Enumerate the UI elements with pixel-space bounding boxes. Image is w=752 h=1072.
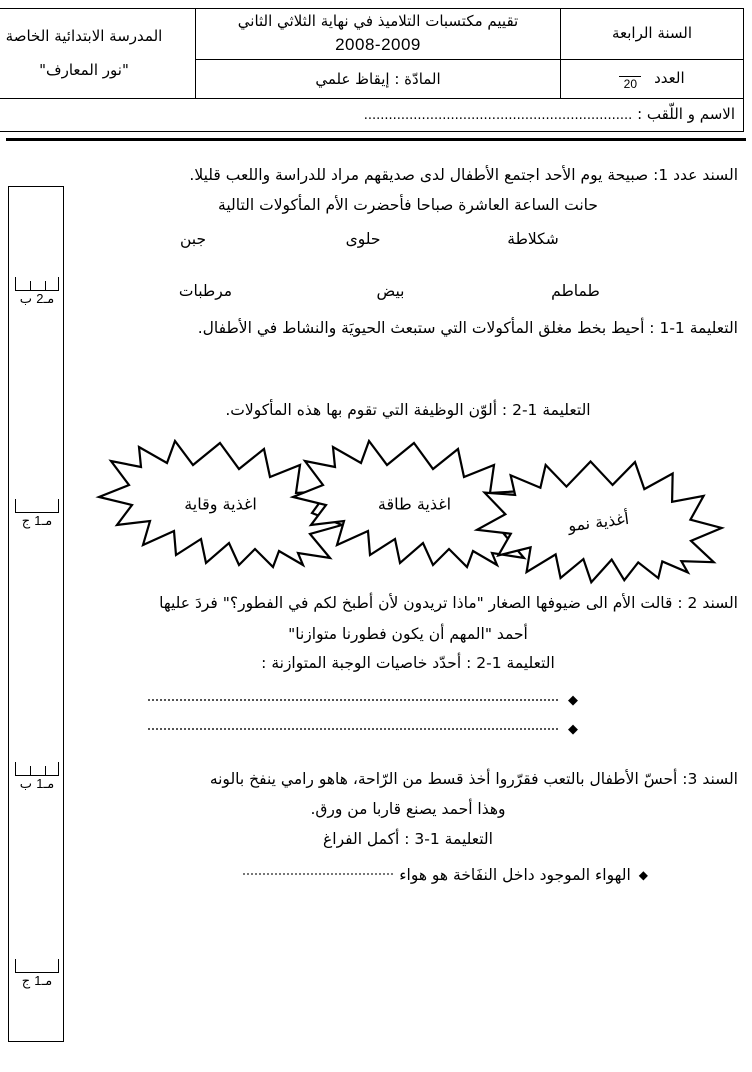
diamond-bullet-icon: ◆ (568, 722, 578, 738)
school-name-line2: "نور المعارف" (39, 60, 129, 79)
food-word[interactable]: طماطم (551, 282, 600, 301)
starburst-label: اغذية طاقة (377, 494, 452, 514)
mark-numerator-blank[interactable] (619, 67, 641, 77)
school-name-line1: المدرسة الابتدائية الخاصة (5, 26, 163, 45)
score-number: 1 (34, 973, 42, 988)
food-word[interactable]: حلوى (345, 230, 381, 249)
score-ticks (15, 499, 59, 513)
food-words-row-2 (78, 282, 738, 300)
answer-line[interactable] (78, 694, 738, 707)
header-cell-student-name[interactable] (0, 99, 744, 132)
answer-blank[interactable] (148, 698, 558, 701)
food-word[interactable]: جبن (179, 230, 207, 249)
score-number: 1 (34, 513, 42, 528)
exam-header-table (0, 8, 744, 132)
score-ticks (15, 959, 59, 973)
fill-in-text: الهواء الموجود داخل النفَاخة هو هواء (399, 866, 631, 885)
starburst-growth-foods[interactable] (471, 457, 726, 587)
score-margin-column (8, 186, 64, 1042)
spacer (78, 736, 738, 764)
score-number: 1 (36, 776, 44, 791)
school-year-text: 2008-2009 (335, 34, 421, 54)
score-label (12, 514, 62, 529)
fill-in-blank[interactable] (243, 872, 393, 875)
score-prefix: مـ (43, 292, 55, 307)
instruction-2-1: التعليمة 1-2 : ألوّن الوظيفة التي تقوم بها هذه المأكولات. (225, 400, 591, 419)
score-label (12, 292, 62, 307)
score-box[interactable] (12, 762, 62, 792)
score-box[interactable] (12, 499, 62, 529)
fill-in-blank-line[interactable] (78, 866, 738, 884)
student-name-blank[interactable]: ................................................................. (363, 108, 633, 124)
section2-source-line2: أحمد "المهم أن يكون فطورنا متوازنا" (288, 624, 528, 643)
section2-source-line1: السند 2 : قالت الأم الى ضيوفها الصغار "ماذا تريدون لأن أطبخ لكم في الفطور؟" فردَ عليها (159, 594, 738, 613)
score-ticks (15, 762, 59, 776)
mark-denominator: 20 (623, 77, 638, 92)
worksheet-content (78, 160, 738, 884)
instruction-1-3: التعليمة 1-3 : أكمل الفراغ (323, 829, 493, 848)
header-cell-level (561, 9, 744, 60)
mark-fraction (619, 67, 641, 91)
food-words-row-1 (78, 230, 738, 248)
score-label (12, 777, 62, 792)
header-cell-mark (561, 60, 744, 99)
food-word[interactable]: شكلاطة (507, 230, 559, 249)
spacer (78, 344, 738, 396)
score-box[interactable] (12, 959, 62, 989)
instruction-1-1: التعليمة 1-1 : أحيط بخط مغلق المأكولات التي ستبعث الحيويَة والنشاط في الأطفال. (197, 319, 738, 338)
score-label (12, 974, 62, 989)
level-text: السنة الرابعة (611, 24, 693, 43)
starburst-label: أغذية نمو (566, 509, 631, 536)
food-word[interactable]: مرطبات (178, 282, 233, 301)
answer-blank[interactable] (148, 727, 558, 730)
header-row-top (0, 9, 744, 60)
starburst-label: اغذية وقاية (184, 494, 257, 514)
subject-text: المادّة : إيقاظ علمي (315, 69, 441, 88)
header-cell-school (0, 9, 196, 99)
mark-field[interactable] (619, 67, 684, 91)
header-cell-subject (196, 60, 561, 99)
section3-source-line2: وهذا أحمد يصنع قاربا من ورق. (310, 800, 506, 819)
food-word[interactable]: بيض (376, 282, 405, 301)
exam-title-text: تقييم مكتسبات التلاميذ في نهاية الثلاثي الثاني (237, 12, 519, 30)
section1-source-line2: حانت الساعة العاشرة صباحا فأحضرت الأم المأكولات التالية (218, 196, 598, 215)
score-suffix: ب (19, 292, 33, 307)
student-name-label: الاسم و اللّقب : (637, 105, 735, 124)
mark-label-text: العدد (654, 69, 685, 88)
score-prefix: مـ (43, 777, 55, 792)
food-function-starbursts (78, 439, 738, 574)
score-box[interactable] (12, 277, 62, 307)
score-number: 2 (36, 291, 44, 306)
header-cell-exam-title (196, 9, 561, 60)
score-suffix: ج (21, 514, 31, 529)
score-suffix: ب (19, 777, 33, 792)
header-row-name (0, 99, 744, 132)
section1-source-line1: السند عدد 1: صبيحة يوم الأحد اجتمع الأطفال لدى صديقهم مراد للدراسة واللعب قليلا. (189, 166, 738, 184)
header-bottom-rule (6, 138, 746, 141)
score-prefix: مـ (41, 514, 53, 529)
score-prefix: مـ (41, 974, 53, 989)
diamond-bullet-icon: ◆ (568, 693, 578, 709)
answer-line[interactable] (78, 723, 738, 736)
diamond-bullet-icon: ◆ (638, 868, 648, 883)
score-ticks (15, 277, 59, 291)
instruction-1-2: التعليمة 1-2 : أحدّد خاصيات الوجبة المتوازنة : (261, 653, 555, 672)
score-suffix: ج (21, 974, 31, 989)
spacer (78, 300, 738, 314)
section3-source-line1: السند 3: أحسّ الأطفال بالتعب فقرّروا أخذ قسط من الرّاحة، هاهو رامي ينفخ بالونه (209, 770, 738, 789)
